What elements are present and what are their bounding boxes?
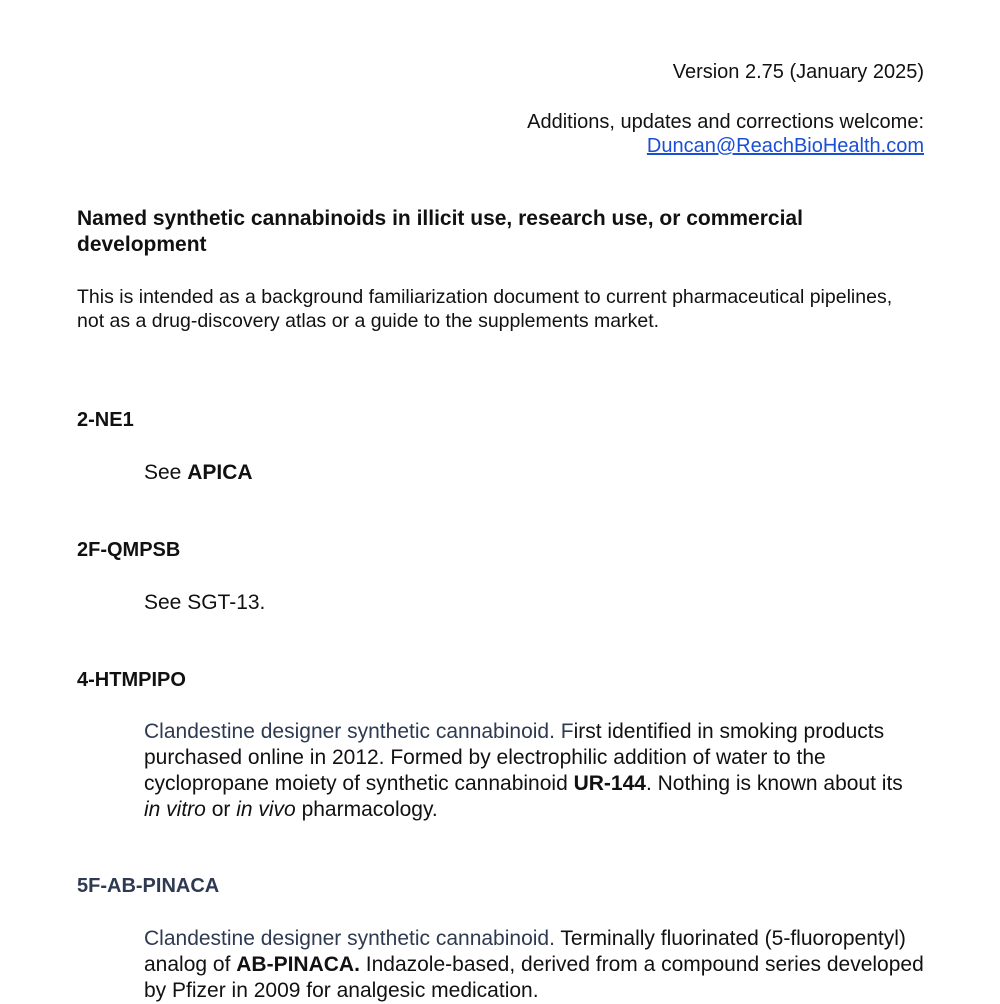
version-label: Version 2.75 (January 2025) <box>672 61 924 83</box>
italic-term: in vivo <box>236 798 296 821</box>
entry-body-2-ne1 <box>144 460 924 486</box>
cross-reference: AB-PINACA. <box>236 953 360 976</box>
entry-title-2-ne1: 2-NE1 <box>77 409 134 431</box>
entry-body-2f-qmpsb <box>144 590 924 616</box>
entry-text: Indazole-based, derived from a compound series developed by Pfizer in 2009 for analgesic medication. <box>144 953 924 1002</box>
italic-term: in vitro <box>144 798 206 821</box>
entry-body-5f-ab-pinaca <box>144 926 924 1004</box>
entry-text: See <box>144 461 188 484</box>
entry-lead: Clandestine designer synthetic cannabinoid. F <box>144 720 574 743</box>
entry-text: pharmacology. <box>295 798 438 821</box>
entry-text: irst identified in smoking products purchased online in 2012. Formed by electrophilic addition of water to the cyclopropane moiety of synthetic cannabinoid <box>144 720 885 795</box>
entry-title-5f-ab-pinaca: 5F-AB-PINACA <box>77 875 220 897</box>
entry-text: . Nothing is known about its <box>645 772 903 795</box>
entry-title-4-htmpipo: 4-HTMPIPO <box>77 669 186 691</box>
entry-text: or <box>205 798 237 821</box>
document-title: Named synthetic cannabinoids in illicit use, research use, or commercial development <box>77 207 803 256</box>
cross-reference: UR-144 <box>573 772 646 795</box>
entry-title-2f-qmpsb: 2F-QMPSB <box>77 539 181 561</box>
contact-block <box>527 110 924 158</box>
entry-body-4-htmpipo <box>144 719 924 823</box>
cross-reference: APICA <box>187 461 253 484</box>
contact-prompt: Additions, updates and corrections welcome: <box>527 111 924 133</box>
entry-lead: Clandestine designer synthetic cannabinoid. <box>144 927 555 950</box>
entry-text: Terminally fluorinated (5-fluoropentyl) analog of <box>144 927 906 976</box>
entry-text: See SGT-13. <box>144 591 266 614</box>
contact-email-link[interactable]: Duncan@ReachBioHealth.com <box>646 135 924 157</box>
document-intro: This is intended as a background familiarization document to current pharmaceutical pipelines, not as a drug-discovery atlas or a guide to the supplements market. <box>77 286 893 332</box>
